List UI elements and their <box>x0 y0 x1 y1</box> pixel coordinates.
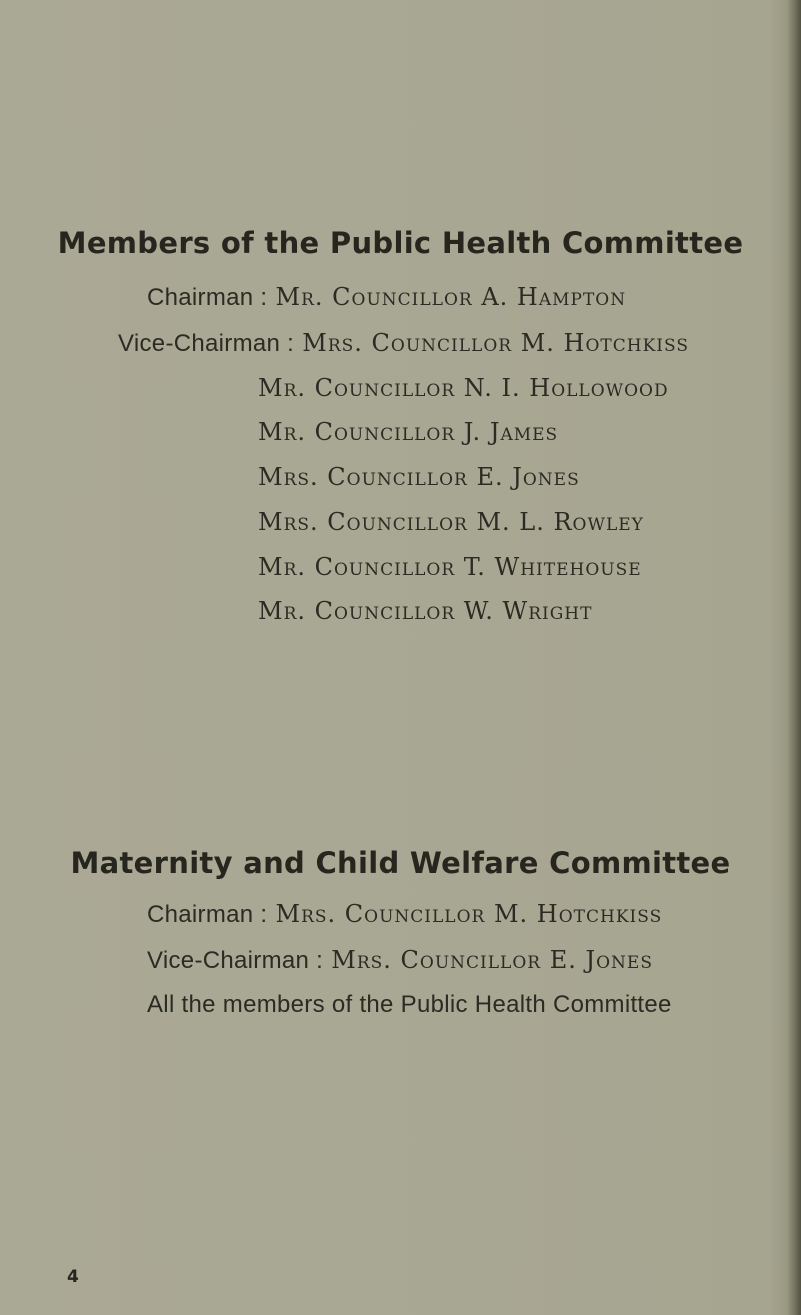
public-health-vice-chairman-line <box>118 329 689 358</box>
vice-chairman-role: Vice-Chairman : <box>118 330 295 357</box>
chairman-name: Mr. Councillor A. Hampton <box>275 283 627 311</box>
member-line: Mr. Councillor J. James <box>258 418 559 446</box>
maternity-members-note: All the members of the Public Health Committee <box>147 991 672 1018</box>
chairman-name: Mrs. Councillor M. Hotchkiss <box>275 900 663 928</box>
member-line: Mr. Councillor T. Whitehouse <box>258 553 642 581</box>
maternity-chairman-line <box>147 900 662 929</box>
page-edge-shadow <box>787 0 801 1315</box>
vice-chairman-role: Vice-Chairman : <box>147 947 324 974</box>
chairman-role: Chairman : <box>147 901 268 928</box>
member-line: Mrs. Councillor E. Jones <box>258 463 580 491</box>
maternity-heading: Maternity and Child Welfare Committee <box>70 846 731 880</box>
vice-chairman-name: Mrs. Councillor E. Jones <box>331 946 653 974</box>
page-number: 4 <box>67 1267 79 1287</box>
member-line: Mrs. Councillor M. L. Rowley <box>258 508 644 536</box>
member-line: Mr. Councillor N. I. Hollowood <box>258 374 669 402</box>
maternity-vice-chairman-line <box>147 946 653 975</box>
public-health-heading: Members of the Public Health Committee <box>57 226 744 260</box>
chairman-role: Chairman : <box>147 284 268 311</box>
vice-chairman-name: Mrs. Councillor M. Hotchkiss <box>302 329 689 357</box>
public-health-chairman-line <box>147 283 626 312</box>
member-line: Mr. Councillor W. Wright <box>258 597 593 625</box>
